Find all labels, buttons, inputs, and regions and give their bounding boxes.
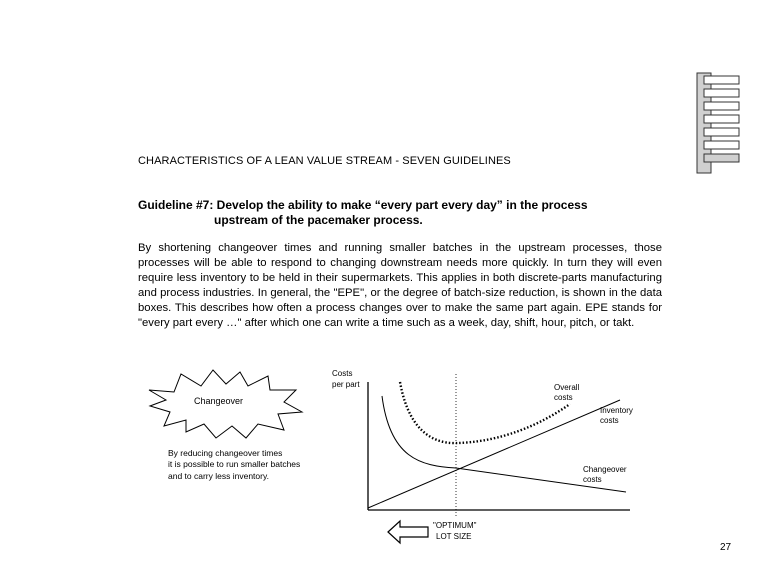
body-paragraph: By shortening changeover times and running smaller batches in the upstream processes, those processes will be able to respond to changing downstream needs more quickly. In turn they will even require less inventory to be held in their supermarkets. This applies in both discrete-parts manufacturing and process industries. In general, the "EPE", or the degree of batch-size reduction, is shown in the data boxes. This describes how often a process changes over to make the same part again. EPE stands for "every part every …" after which one can write a time such as a week, day, shift, hour, pitch, or takt. xyxy=(138,242,662,330)
inventory-costs-label-1: Inventory xyxy=(600,406,633,415)
inventory-costs-label-2: costs xyxy=(600,416,619,425)
y-axis-label-1: Costs xyxy=(332,369,353,378)
left-arrow-icon xyxy=(386,519,430,545)
optimum-label-2: LOT SIZE xyxy=(436,532,472,541)
reduce-text: By reducing changeover times it is possible to run smaller batches and to carry less inventory. xyxy=(168,448,301,481)
overall-costs-label-2: costs xyxy=(554,393,573,402)
guideline-line-1: Guideline #7: Develop the ability to make “every part every day” in the process xyxy=(138,198,588,212)
overall-cost-curve xyxy=(400,382,570,443)
slide-heading: CHARACTERISTICS OF A LEAN VALUE STREAM - SEVEN GUIDELINES xyxy=(138,155,511,167)
lot-size-cost-graph xyxy=(330,368,640,546)
changeover-costs-label-2: costs xyxy=(583,475,602,484)
changeover-costs-label-1: Changeover xyxy=(583,465,627,474)
inventory-cost-line xyxy=(368,400,620,508)
page-number: 27 xyxy=(720,542,732,553)
changeover-burst xyxy=(146,368,306,440)
data-box-stack-logo xyxy=(696,72,742,176)
guideline-title xyxy=(138,198,658,228)
guideline-line-2: upstream of the pacemaker process. xyxy=(214,213,423,227)
y-axis-label-2: per part xyxy=(332,380,360,389)
overall-costs-label-1: Overall xyxy=(554,383,580,392)
optimum-label-1: "OPTIMUM" xyxy=(433,521,477,530)
burst-label: Changeover xyxy=(194,396,244,406)
